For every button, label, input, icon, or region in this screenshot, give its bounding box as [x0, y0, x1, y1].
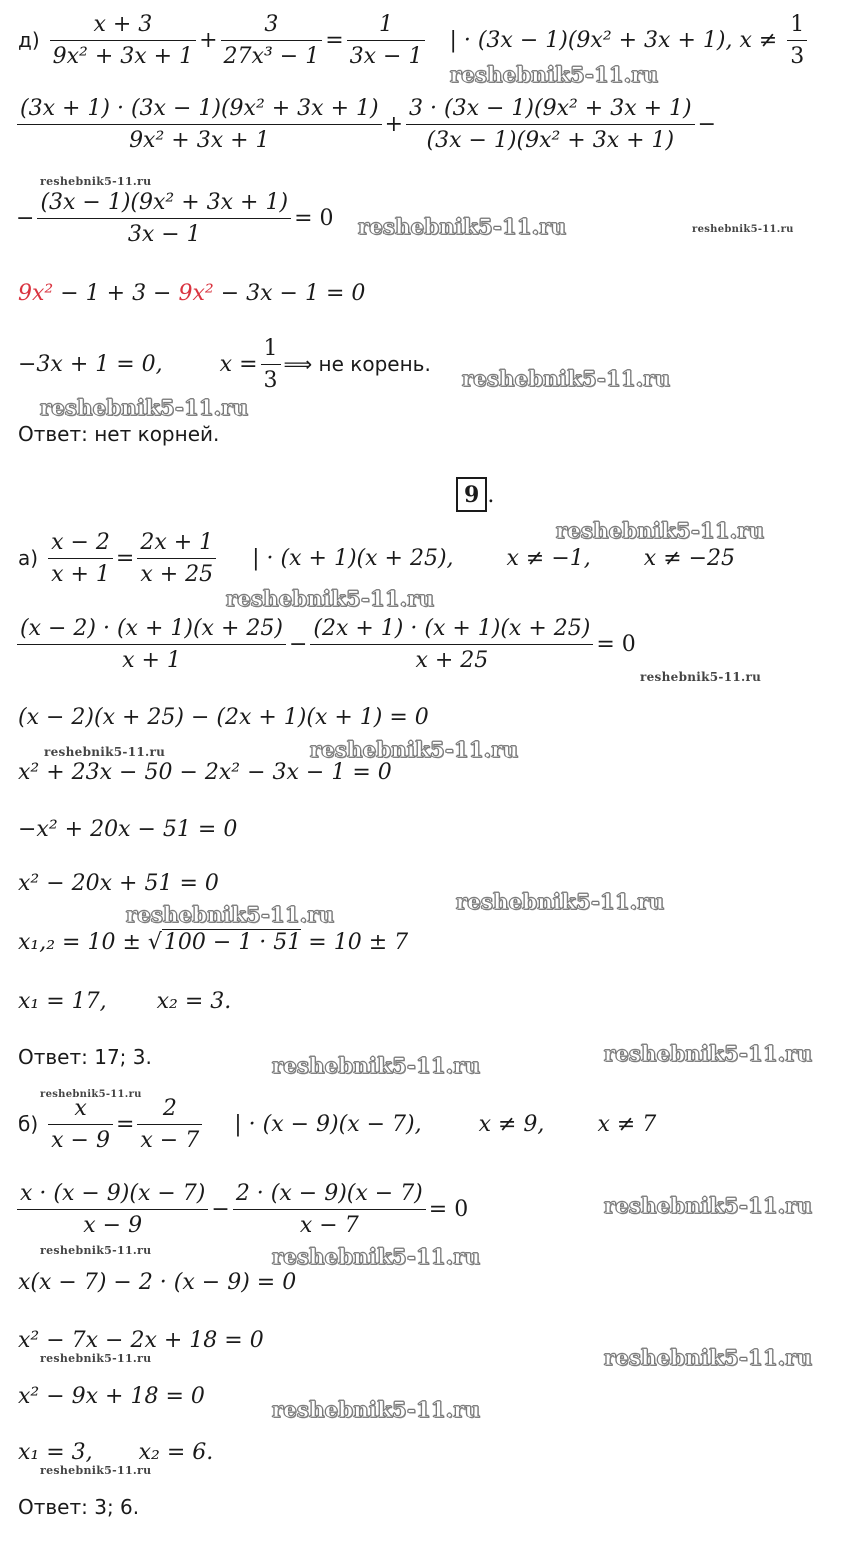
fraction: $\frac{x}{x - 9}$: [48, 1098, 113, 1152]
fraction: $\frac{1}{3}$: [787, 14, 807, 68]
watermark: reshebnik5-11.ru: [40, 1352, 152, 1365]
part-a-equation: а) $\frac{x - 2}{x + 1}$ = $\frac{2x + 1}{x + 25}$ | · (x + 1)(x + 25), x ≠ −1, x ≠ −25: [18, 530, 736, 587]
fraction: $\frac{x - 2}{x + 1}$: [48, 532, 113, 586]
part-a-step-5: x² − 20x + 51 = 0: [18, 871, 219, 896]
task-number-box: 9: [456, 477, 487, 512]
fraction: $\frac{3}{\text{27x³ − 1}}$: [221, 14, 323, 68]
part-b-answer: Ответ: 3; 6.: [18, 1495, 140, 1519]
watermark: reshebnik5-11.ru: [126, 902, 335, 927]
multiplier-note: | · (x − 9)(x − 7),: [234, 1112, 422, 1137]
watermark: reshebnik5-11.ru: [358, 214, 567, 239]
part-a-step-1: $\frac{(x - 2) \cdot (x + 1)(x + 25)}{x + 1}$ − $\frac{(2x + 1) \cdot (x + 1)(x + 25)}{x + 25}$ = 0: [14, 618, 636, 672]
multiplier-note: | · (3x − 1)(9x² + 3x + 1), x ≠: [449, 28, 778, 53]
part-a-answer: Ответ: 17; 3.: [18, 1045, 152, 1069]
watermark: reshebnik5-11.ru: [40, 175, 152, 188]
fraction: $\frac{(x - 2) \cdot (x + 1)(x + 25)}{x + 1}$: [17, 618, 286, 672]
watermark: reshebnik5-11.ru: [40, 1089, 142, 1100]
fraction: $\frac{\text{3 · (3x − 1)(9x² + 3x + 1)}}{\text{(3x − 1)(9x² + 3x + 1)}}$: [406, 98, 695, 152]
part-a-step-3: x² + 23x − 50 − 2x² − 3x − 1 = 0: [18, 760, 392, 785]
part-d-step-4: −3x + 1 = 0, x = $\frac{1}{3}$ ⟹ не корень.: [18, 336, 431, 393]
part-a-step-4: −x² + 20x − 51 = 0: [18, 817, 238, 842]
fraction: $\frac{x \cdot (x - 9)(x - 7)}{x - 9}$: [17, 1183, 208, 1237]
fraction: $\frac{x + 3}{\text{9x² + 3x + 1}}$: [50, 14, 196, 68]
part-d-equation: д) $\frac{x + 3}{\text{9x² + 3x + 1}}$ + $\frac{3}{\text{27x³ − 1}}$ = $\frac{1}{3x - 1}$ | · (3x − 1)(9x² + 3x + 1), x ≠ $\frac{1}{3}$: [18, 14, 810, 68]
watermark: reshebnik5-11.ru: [272, 1244, 481, 1269]
fraction: $\frac{(2x + 1) \cdot (x + 1)(x + 25)}{x + 25}$: [310, 618, 593, 672]
part-b-step-4: x² − 9x + 18 = 0: [18, 1384, 205, 1409]
watermark: reshebnik5-11.ru: [456, 889, 665, 914]
fraction: $\frac{2 \cdot (x - 9)(x - 7)}{x - 7}$: [233, 1183, 426, 1237]
sqrt-radicand: 100 − 1 · 51: [163, 930, 302, 955]
part-d-answer: Ответ: нет корней.: [18, 422, 220, 446]
part-d-step-1: $\frac{\text{(3x + 1) · (3x − 1)(9x² + 3x + 1)}}{\text{9x² + 3x + 1}}$ + $\frac{\text{3 · (3x − 1)(9x² + 3x + 1)}}{\text{(3x − 1)(9x² + 3x + 1)}}$ −: [14, 98, 716, 152]
watermark: reshebnik5-11.ru: [40, 1244, 152, 1257]
watermark: reshebnik5-11.ru: [40, 1464, 152, 1477]
watermark: reshebnik5-11.ru: [604, 1193, 813, 1218]
part-d-label: д): [18, 28, 40, 52]
part-b-roots: x₁ = 3, x₂ = 6.: [18, 1440, 214, 1465]
watermark: reshebnik5-11.ru: [450, 62, 659, 87]
part-a-step-2: (x − 2)(x + 25) − (2x + 1)(x + 1) = 0: [18, 705, 429, 730]
fraction: $\frac{\text{(3x + 1) · (3x − 1)(9x² + 3x + 1)}}{\text{9x² + 3x + 1}}$: [17, 98, 382, 152]
watermark: reshebnik5-11.ru: [692, 224, 794, 235]
watermark: reshebnik5-11.ru: [272, 1397, 481, 1422]
fraction: $\frac{1}{3}$: [261, 338, 281, 392]
part-a-roots: x₁ = 17, x₂ = 3.: [18, 989, 232, 1014]
fraction: $\frac{2x + 1}{x + 25}$: [137, 532, 216, 586]
watermark: reshebnik5-11.ru: [604, 1345, 813, 1370]
watermark: reshebnik5-11.ru: [640, 670, 762, 684]
watermark: reshebnik5-11.ru: [462, 366, 671, 391]
fraction: $\frac{1}{3x - 1}$: [347, 14, 426, 68]
part-d-step-2: − $\frac{\text{(3x − 1)(9x² + 3x + 1)}}{3x - 1}$ = 0: [16, 190, 334, 247]
part-d-step-3: 9x² − 1 + 3 − 9x² − 3x − 1 = 0: [18, 281, 366, 306]
watermark: reshebnik5-11.ru: [226, 586, 435, 611]
fraction: $\frac{2}{x - 7}$: [137, 1098, 202, 1152]
part-b-step-2: x(x − 7) − 2 · (x − 9) = 0: [18, 1270, 297, 1295]
watermark: reshebnik5-11.ru: [310, 737, 519, 762]
watermark: reshebnik5-11.ru: [40, 395, 249, 420]
multiplier-note: | · (x + 1)(x + 25),: [252, 546, 454, 571]
part-b-step-3: x² − 7x − 2x + 18 = 0: [18, 1328, 264, 1353]
part-b-label: б): [18, 1112, 39, 1136]
watermark: reshebnik5-11.ru: [604, 1041, 813, 1066]
watermark: reshebnik5-11.ru: [556, 518, 765, 543]
part-a-step-6: x₁,₂ = 10 ± √100 − 1 · 51 = 10 ± 7: [18, 930, 409, 955]
task-number: 9 .: [456, 477, 494, 512]
part-a-label: а): [18, 546, 39, 570]
fraction: $\frac{\text{(3x − 1)(9x² + 3x + 1)}}{3x - 1}$: [37, 192, 291, 246]
watermark: reshebnik5-11.ru: [272, 1053, 481, 1078]
part-b-equation: б) $\frac{x}{x - 9}$ = $\frac{2}{x - 7}$ | · (x − 9)(x − 7), x ≠ 9, x ≠ 7: [18, 1096, 657, 1153]
watermark: reshebnik5-11.ru: [44, 745, 166, 759]
part-b-step-1: $\frac{x \cdot (x - 9)(x - 7)}{x - 9}$ − $\frac{2 \cdot (x - 9)(x - 7)}{x - 7}$ = 0: [14, 1183, 468, 1237]
